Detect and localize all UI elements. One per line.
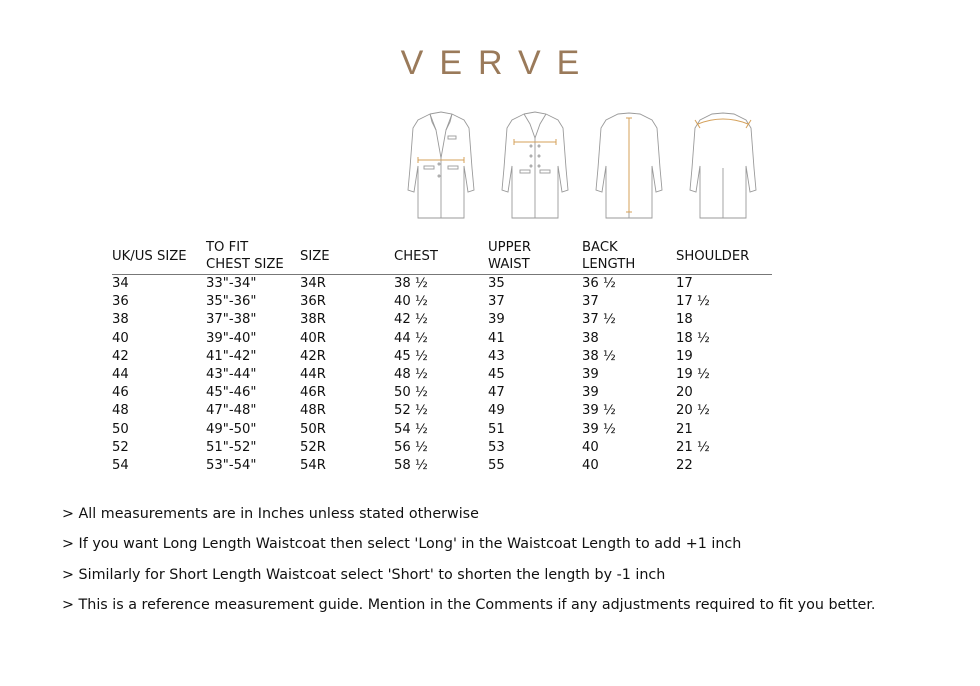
header-back-length (582, 239, 676, 273)
table-row (112, 439, 772, 457)
table-cell: 48R (300, 403, 326, 419)
table-cell: 53 (488, 439, 505, 455)
header-size (300, 248, 394, 265)
table-cell: 41 (488, 330, 505, 346)
table-row (112, 330, 772, 348)
table-row (112, 384, 772, 402)
table-cell: 47"-48" (206, 403, 257, 419)
table-cell: 48 (112, 403, 129, 419)
table-cell: 20 (676, 385, 693, 401)
table-row (112, 421, 772, 439)
table-cell: 17 ½ (676, 294, 710, 310)
table-header (112, 238, 772, 275)
table-cell: 38R (300, 312, 326, 328)
table-cell: 35"-36" (206, 294, 257, 310)
note-inches: > All measurements are in Inches unless stated otherwise (62, 506, 479, 522)
table-cell: 19 ½ (676, 366, 710, 382)
table-cell: 45"-46" (206, 385, 257, 401)
table-cell: 40 (582, 439, 599, 455)
table-cell: 38 (582, 330, 599, 346)
size-chart-table (112, 238, 772, 475)
header-line: SIZE (300, 248, 330, 264)
table-cell: 40 ½ (394, 294, 428, 310)
table-cell: 39 (582, 366, 599, 382)
header-upper-waist (488, 239, 582, 273)
header-line: LENGTH (582, 257, 636, 272)
table-cell: 45 (488, 366, 505, 382)
header-line: SHOULDER (676, 248, 750, 264)
table-cell: 38 ½ (582, 348, 616, 364)
table-cell: 53"-54" (206, 457, 257, 473)
table-cell: 22 (676, 457, 693, 473)
table-cell: 33"-34" (206, 276, 257, 291)
table-cell: 39 (488, 312, 505, 328)
coat-front-closed-icon (500, 108, 570, 224)
header-line: UK/US SIZE (112, 248, 187, 264)
table-cell: 50 (112, 421, 129, 437)
table-cell: 37"-38" (206, 312, 257, 328)
table-cell: 35 (488, 276, 505, 291)
table-cell: 51"-52" (206, 439, 257, 455)
table-row (112, 348, 772, 366)
table-cell: 54 (112, 457, 129, 473)
table-cell: 42 (112, 348, 129, 364)
table-cell: 37 ½ (582, 312, 616, 328)
table-cell: 36 (112, 294, 129, 310)
coat-back-shoulder-icon (688, 108, 758, 224)
table-body (112, 275, 772, 475)
header-line: BACK (582, 240, 618, 255)
table-cell: 43"-44" (206, 366, 257, 382)
table-cell: 42R (300, 348, 326, 364)
table-cell: 18 (676, 312, 693, 328)
notes-list (62, 504, 875, 625)
table-cell: 34 (112, 276, 129, 291)
table-cell: 38 (112, 312, 129, 328)
table-cell: 56 ½ (394, 439, 428, 455)
table-row (112, 293, 772, 311)
table-cell: 46R (300, 385, 326, 401)
table-cell: 46 (112, 385, 129, 401)
table-cell: 38 ½ (394, 276, 428, 291)
table-cell: 39"-40" (206, 330, 257, 346)
table-cell: 36R (300, 294, 326, 310)
table-cell: 20 ½ (676, 403, 710, 419)
coat-illustrations (404, 108, 764, 224)
table-row (112, 402, 772, 420)
table-cell: 17 (676, 276, 693, 291)
table-cell: 44 ½ (394, 330, 428, 346)
table-cell: 39 ½ (582, 403, 616, 419)
header-line: UPPER (488, 240, 532, 255)
table-cell: 54 ½ (394, 421, 428, 437)
header-line: TO FIT (206, 240, 249, 255)
brand-logo: VERVE (400, 44, 596, 82)
table-cell: 43 (488, 348, 505, 364)
table-row (112, 275, 772, 293)
table-cell: 50R (300, 421, 326, 437)
table-cell: 42 ½ (394, 312, 428, 328)
table-cell: 39 (582, 385, 599, 401)
table-cell: 49 (488, 403, 505, 419)
table-cell: 37 (582, 294, 599, 310)
table-cell: 49"-50" (206, 421, 257, 437)
coat-front-open-icon (406, 108, 476, 224)
table-cell: 40R (300, 330, 326, 346)
table-cell: 52 (112, 439, 129, 455)
table-cell: 44 (112, 366, 129, 382)
table-cell: 44R (300, 366, 326, 382)
table-cell: 52 ½ (394, 403, 428, 419)
table-cell: 51 (488, 421, 505, 437)
table-cell: 52R (300, 439, 326, 455)
table-cell: 58 ½ (394, 457, 428, 473)
table-cell: 18 ½ (676, 330, 710, 346)
table-cell: 40 (582, 457, 599, 473)
table-cell: 47 (488, 385, 505, 401)
header-to-fit-chest-size (206, 239, 300, 273)
table-cell: 21 ½ (676, 439, 710, 455)
table-row (112, 457, 772, 475)
note-short-length: > Similarly for Short Length Waistcoat select 'Short' to shorten the length by -1 inch (62, 566, 666, 583)
table-cell: 54R (300, 457, 326, 473)
header-shoulder (676, 248, 770, 265)
table-cell: 45 ½ (394, 348, 428, 364)
table-cell: 39 ½ (582, 421, 616, 437)
table-cell: 19 (676, 348, 693, 364)
table-cell: 37 (488, 294, 505, 310)
table-cell: 50 ½ (394, 385, 428, 401)
coat-back-length-icon (594, 108, 664, 224)
table-cell: 21 (676, 421, 693, 437)
table-cell: 36 ½ (582, 276, 616, 291)
header-chest (394, 248, 488, 265)
table-cell: 55 (488, 457, 505, 473)
header-uk-us-size (112, 248, 206, 265)
table-cell: 40 (112, 330, 129, 346)
header-line: CHEST SIZE (206, 257, 284, 272)
note-reference-guide: > This is a reference measurement guide. Mention in the Comments if any adjustments required to fit you better. (62, 596, 876, 613)
note-long-length: > If you want Long Length Waistcoat then select 'Long' in the Waistcoat Length to add +1 inch (62, 536, 742, 553)
table-cell: 34R (300, 276, 326, 291)
table-cell: 41"-42" (206, 348, 257, 364)
header-line: WAIST (488, 257, 530, 272)
table-row (112, 366, 772, 384)
table-cell: 48 ½ (394, 366, 428, 382)
header-line: CHEST (394, 248, 438, 264)
table-row (112, 311, 772, 329)
